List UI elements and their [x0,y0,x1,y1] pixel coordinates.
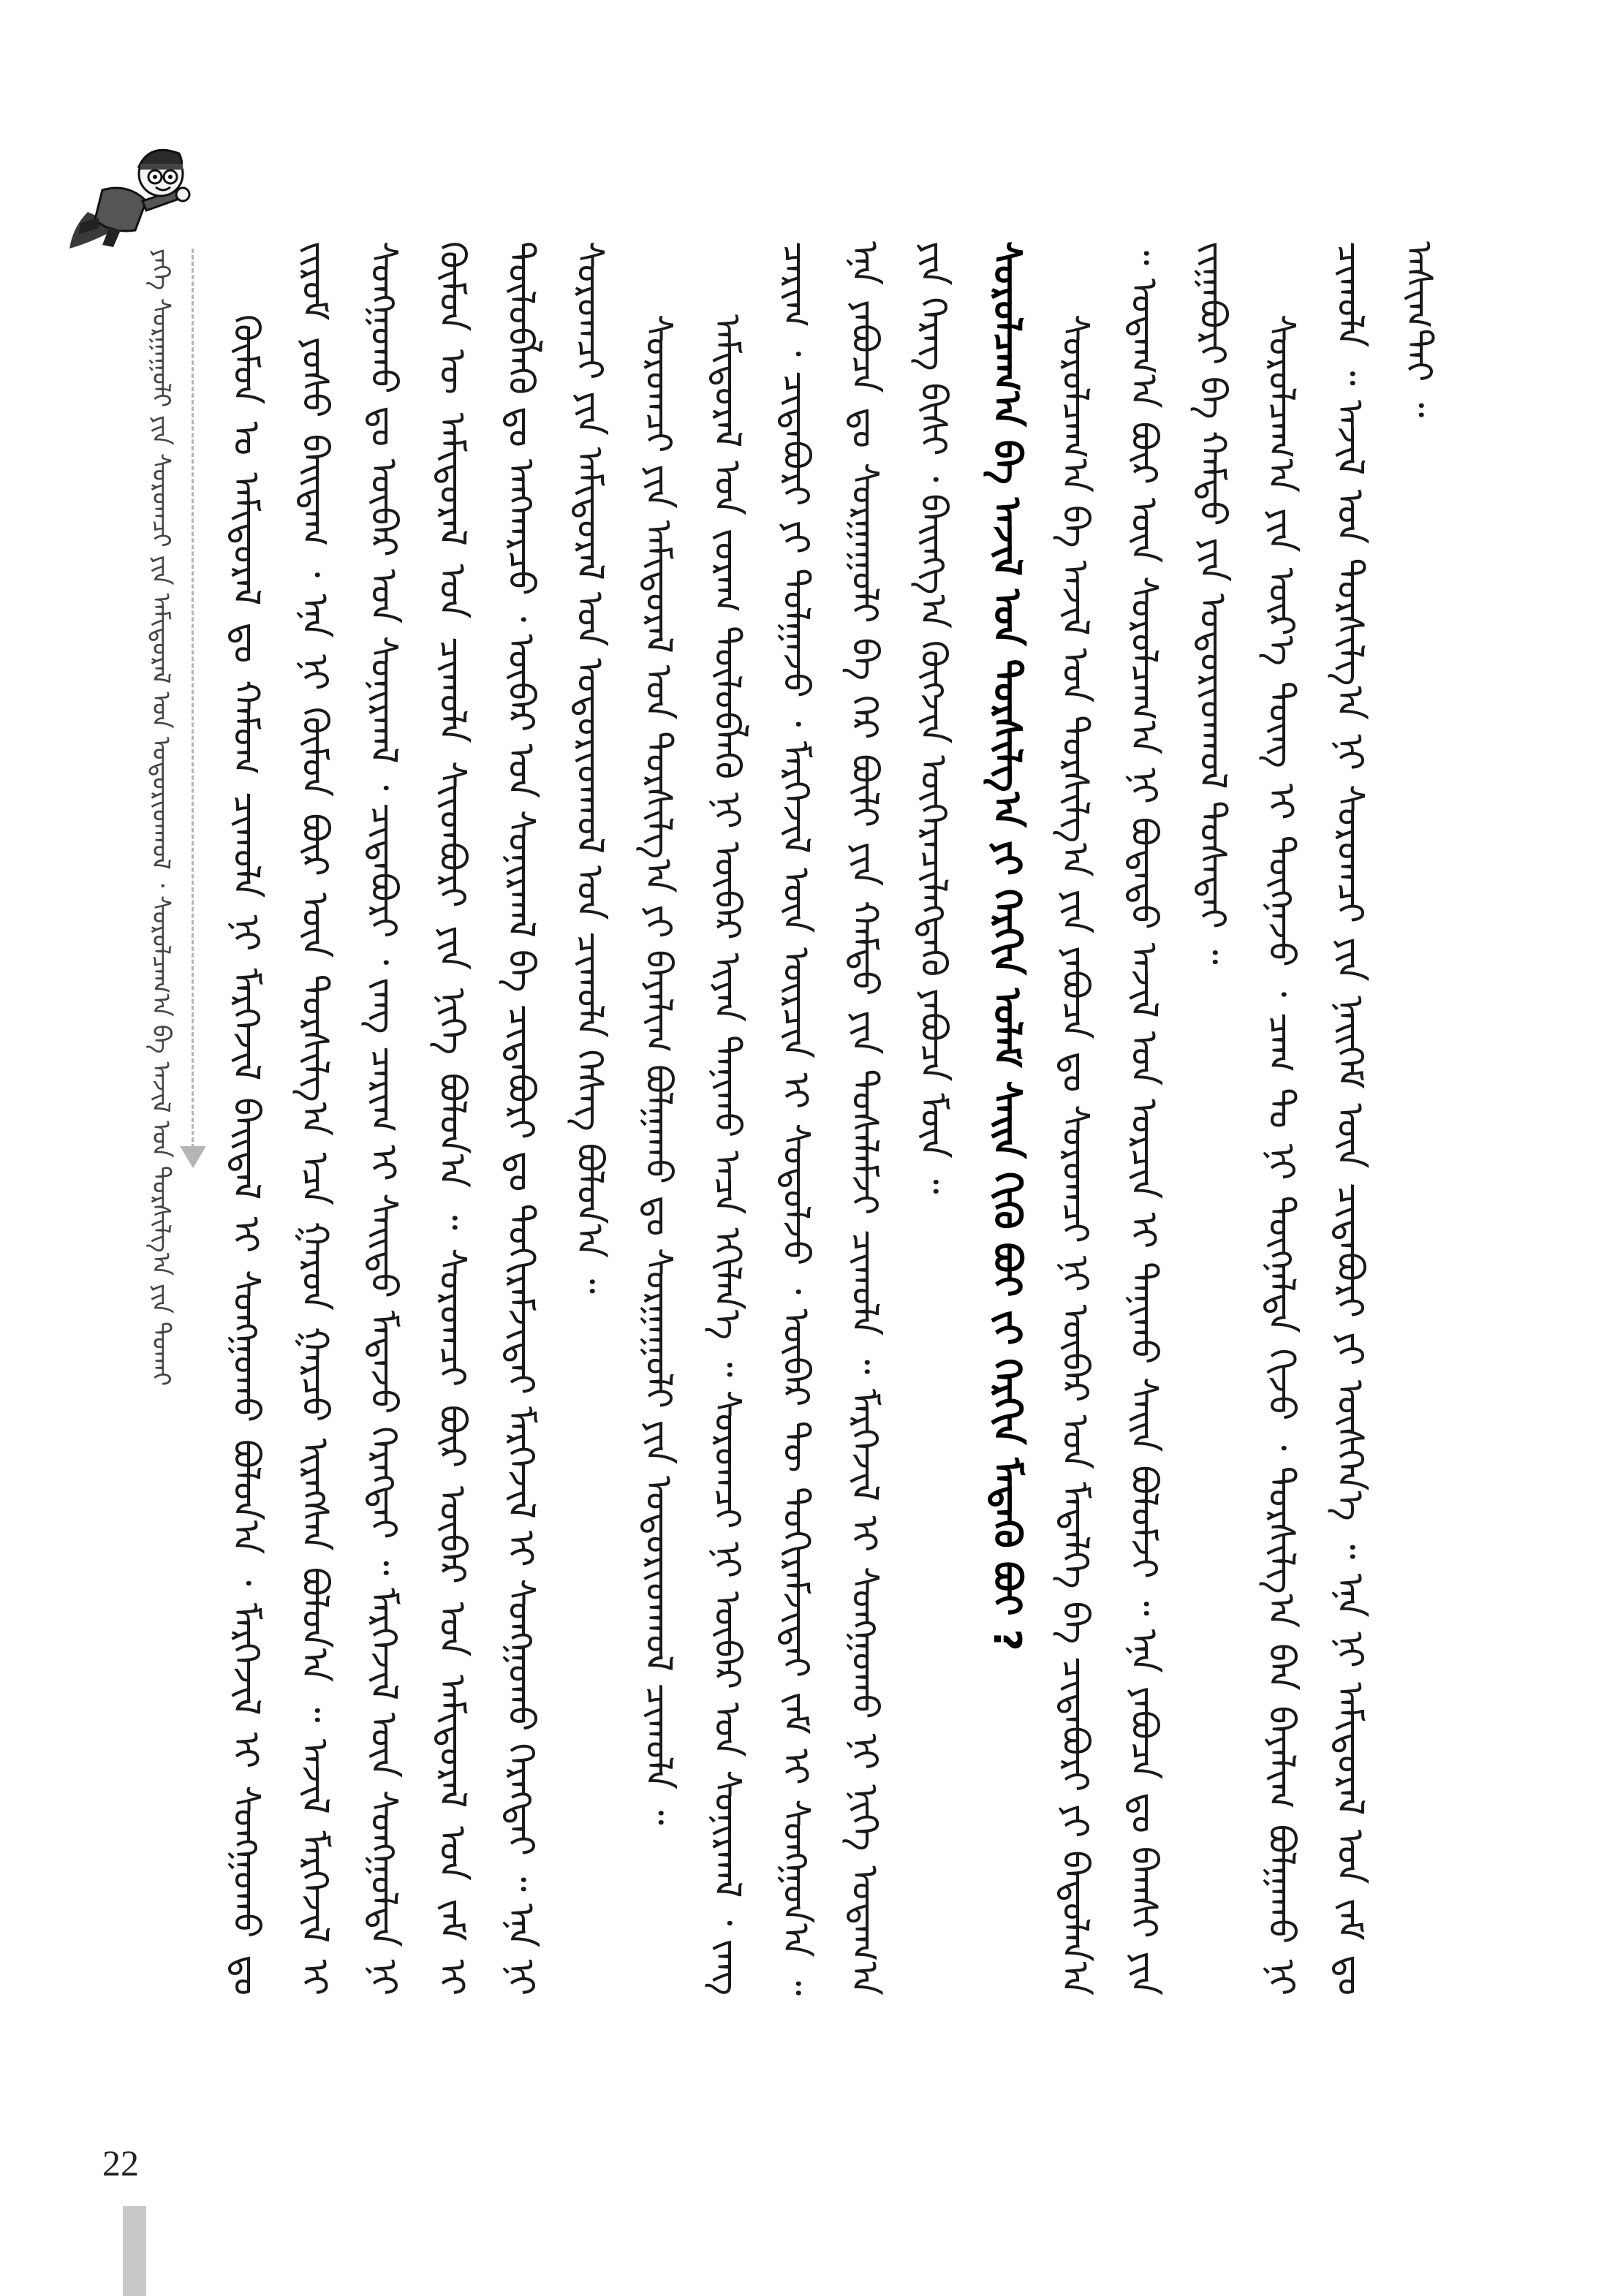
running-header-title: ᠶᠡᠬᠡ ᠰᠤᠷᠭᠠᠭᠤᠯᠢ ᠶᠢᠨ ᠰᠤᠷᠤᠭᠴᠢ ᠶᠢᠨ ᠠᠮᠢᠳᠤᠷᠠᠯ ᠤᠨ ᠤᠳᠤᠷᠢᠳᠬᠤᠯ ᠂ ᠰᠤᠷᠤᠯᠴᠠᠭ᠎ᠠ ᠪᠠ ᠠᠵᠢᠯ ᠤᠨ ᠲᠤᠷᠰᠢᠯᠭ᠎ᠠ ᠶᠢᠨ ᠲᠤᠬᠠᠢ [146,249,175,1387]
body-paragraph: ᠠᠮᠢᠳᠤᠷᠠᠯ ᠤᠨ ᠵᠤᠷᠠᠭ ᠲᠥᠯᠦᠪᠯᠡᠬᠦ ᠨᠢ ᠥᠪᠡᠷ ᠢᠶᠡᠨ ᠲᠠᠨᠢᠬᠤ ᠠᠴᠠ ᠡᠬᠢᠯᠡᠨ᠎ᠡ ᠃ ᠰᠤᠷᠤᠭᠴᠢ ᠨᠢ ᠥᠪᠡᠷ ᠤᠨ ᠰᠣᠨᠢᠷᠬᠠᠯ ᠂ ᠵᠠᠩ ᠴᠠᠷᠢᠭ ᠂ ᠴᠢᠳᠠᠪᠤᠷᠢ ᠶᠢ ᠲᠤᠯᠭᠠᠵᠤ ᠂ ᠮᠡᠷᠭᠡᠵᠢᠯ ᠦᠨ ᠥᠷᠴᠢᠨ ᠢ ᠰᠤᠳᠤᠯᠵᠤ ᠂ ᠥᠪᠡᠷ ᠲᠦ ᠲᠣᠬᠢᠷᠠᠮᠵᠢᠲᠠᠢ ᠵᠠᠮ ᠢ ᠰᠣᠩᠭᠣᠨ᠎ᠠ ᠃ ᠡᠨᠡ ᠶᠠᠪᠤᠴᠠ ᠳᠤ ᠰᠤᠷᠭᠠᠭᠤᠯᠢ ᠪᠠ ᠭᠡᠷ ᠪᠦᠯᠢ ᠶᠢᠨ ᠬᠠᠮᠲᠤ ᠶᠢᠨ ᠲᠤᠰᠠᠯᠠᠮᠵᠢ ᠴᠢᠬᠤᠯᠠ ᠃ ᠮᠡᠷᠭᠡᠵᠢᠯ ᠢ ᠰᠣᠩᠭᠣᠬᠤ ᠨᠢ ᠨᠢᠭᠡ ᠤᠳᠠᠭ᠎ᠠ ᠶᠢᠨ ᠬᠡᠷᠡᠭ ᠪᠢᠰᠢ ᠂ ᠪᠠᠢ᠌ᠩᠭ᠎ᠠ ᠬᠥᠭᠵᠢᠨ ᠥᠭᠡᠷᠡᠴᠢᠯᠡᠭᠳᠡᠬᠦ ᠶᠠᠪᠤᠴᠠ ᠮᠦᠨ ᠃ [706,241,955,1996]
page-edge-bar [123,2206,146,2296]
mascot-boy-illustration [58,132,227,256]
page-number: 22 [102,2142,139,2183]
header-dashed-divider [192,249,194,1155]
header-arrow-icon [180,1146,206,1168]
body-text [212,241,1455,1996]
body-paragraph: ᠰᠤᠷᠤᠯᠴᠠᠭ᠎ᠠ ᠶᠢᠨ ᠦᠷ᠎ᠡ ᠳᠦᠩ ᠢ ᠳᠦᠭᠨᠡᠵᠦ ᠂ ᠴᠠᠭ ᠲᠤ ᠨᠢ ᠳᠦᠭᠨᠡᠯᠲᠡ ᠬᠢᠵᠦ ᠂ ᠲᠤᠷᠰᠢᠯᠭ᠎ᠠ ᠪᠡᠨ ᠪᠠᠶᠠᠯᠢᠭ ᠪᠣᠯᠭᠠᠬᠤ ᠨᠢ ᠴᠢᠬᠤᠯᠠ ᠃ ᠠᠵᠢᠯ ᠤᠨ ᠲᠤᠷᠰᠢᠯᠭ᠎ᠠ ᠨᠢ ᠰᠤᠷᠤᠭᠴᠢ ᠶᠢᠨ ᠨᠡᠢ᠌ᠭᠡᠮ ᠦᠨ ᠴᠢᠳᠠᠪᠤᠷᠢ ᠶᠢ ᠥᠰᠬᠡᠨ᠎ᠡ ᠃ ᠡᠨᠡ ᠨᠢ ᠠᠮᠢᠳᠤᠷᠠᠯ ᠤᠨ ᠵᠠᠮ ᠳᠤ ᠠᠰᠢᠭ᠎ᠲᠠᠢ ᠃ [1260,241,1440,1996]
body-paragraph: ᠬᠦᠮᠦᠨ ᠤ ᠠᠮᠢᠳᠤᠷᠠᠯ ᠳᠤ ᠬᠠᠮᠤᠭ ᠴᠢᠬᠤᠯᠠ ᠨᠢ ᠮᠡᠷᠭᠡᠵᠢᠯ ᠪᠠᠢ᠌ᠳᠠᠯ ᠢ ᠰᠣᠩᠭᠣᠬᠤ ᠪᠣᠯᠤᠨ᠎ᠠ ᠂ ᠮᠡᠷᠭᠡᠵᠢᠯ ᠢ ᠰᠣᠩᠭᠣᠬᠤ ᠳᠤ ᠵᠢᠷᠤᠮ ᠶᠣᠰᠤ ᠪᠠᠢ᠌ᠳᠠᠭ ᠂ ᠡᠨᠡ ᠨᠢ ᠬᠦᠮᠦᠨ ᠪᠦᠷ ᠦᠨ ᠲᠤᠷᠰᠢᠯᠭ᠎ᠠ ᠡᠴᠡ ᠭᠠᠷᠤᠨ ᠭᠠᠷᠴᠤ ᠢᠷᠡᠭᠰᠡᠨ ᠪᠣᠯᠤᠨ᠎ᠠ ᠃ ᠠᠵᠢᠯ ᠮᠡᠷᠭᠡᠵᠢᠯ ᠢ ᠰᠣᠩᠭᠣᠬᠤ ᠳᠤ ᠥᠪᠡᠷ ᠤᠨ ᠰᠣᠨᠢᠷᠬᠠᠯ ᠂ ᠴᠢᠳᠠᠪᠤᠷᠢ ᠂ ᠵᠠᠩ ᠴᠠᠷᠢᠭ ᠢ ᠰᠠᠢ᠌ᠲᠤ ᠮᠡᠳᠡᠵᠦ ᠬᠡᠷᠡᠭᠲᠡᠢ ᠃ ᠮᠡᠷᠭᠡᠵᠢᠯ ᠦᠨ ᠰᠣᠩᠭᠣᠯᠲᠠ ᠨᠢ ᠬᠦᠮᠦᠨ ᠦ ᠠᠮᠢᠳᠤᠷᠠᠯ ᠤᠨ ᠴᠢᠬᠤᠯᠠ ᠰᠢᠢᠳᠪᠦᠷᠢ ᠶᠢᠨ ᠨᠢᠭᠡ ᠪᠣᠯᠤᠨ᠎ᠠ ᠃ ᠰᠤᠷᠤᠭᠴᠢ ᠪᠦᠷ ᠥᠪᠡᠷ ᠤᠨ ᠠᠮᠢᠳᠤᠷᠠᠯ ᠤᠨ ᠵᠠᠮ ᠢ ᠲᠥᠯᠦᠪᠯᠡᠬᠦ ᠳᠤ ᠠᠩᠬᠠᠷᠴᠤ ᠂ ᠥᠪᠡᠷ ᠤᠨ ᠰᠣᠨᠢᠷᠬᠠᠯ ᠪᠠ ᠴᠢᠳᠠᠪᠤᠷᠢ ᠳᠤ ᠲᠣᠬᠢᠷᠠᠮᠵᠢᠲᠠᠢ ᠮᠡᠷᠭᠡᠵᠢᠯ ᠢ ᠰᠣᠩᠭᠣᠬᠤ ᠬᠡᠷᠡᠭᠲᠡᠢ ᠃ ᠡᠨᠡ ᠨᠢ ᠰᠤᠷᠤᠭᠴᠢ ᠶᠢᠨ ᠠᠮᠢᠳᠤᠷᠠᠯ ᠤᠨ ᠤᠳᠤᠷᠢᠳᠬᠤᠯ ᠤᠨ ᠴᠢᠬᠤᠯᠠ ᠬᠡᠰᠡᠭ ᠪᠣᠯᠤᠨ᠎ᠠ ᠃ [225,241,611,1996]
body-paragraph: ᠰᠤᠷᠤᠭᠴᠢ ᠶᠢᠨ ᠠᠮᠢᠳᠤᠷᠠᠯ ᠤᠨ ᠲᠤᠷᠰᠢᠯᠭ᠎ᠠ ᠶᠢ ᠪᠠᠶᠠᠯᠢᠭ ᠪᠣᠯᠭᠠᠬᠤ ᠳᠤ ᠰᠤᠷᠭᠠᠭᠤᠯᠢ ᠶᠢᠨ ᠤᠳᠤᠷᠢᠳᠬᠤᠯ ᠴᠢᠬᠤᠯᠠ ᠃ [638,314,680,1825]
body-paragraph: ᠰᠤᠷᠤᠯᠴᠠᠭ᠎ᠠ ᠪᠠ ᠠᠵᠢᠯ ᠤᠨ ᠲᠤᠷᠰᠢᠯᠭ᠎ᠠ ᠶᠢᠨ ᠶᠠᠪᠤᠴᠠ ᠳᠤ ᠰᠤᠷᠤᠭᠴᠢ ᠨᠢ ᠥᠪᠡᠷ ᠤᠨ ᠮᠡᠳᠡᠯᠭᠡ ᠪᠠ ᠴᠢᠳᠠᠪᠤᠷᠢ ᠶᠢ ᠪᠠᠲᠤᠯᠠᠨ᠎ᠠ ᠃ ᠤᠳᠠᠭ᠎ᠠ ᠪᠦᠷ ᠦᠨ ᠰᠤᠷᠤᠯᠴᠠᠭ᠎ᠠ ᠨᠢ ᠪᠣᠳᠠᠲᠤ ᠠᠵᠢᠯ ᠤᠨ ᠣᠷᠴᠢᠨ ᠢ ᠲᠠᠨᠢᠬᠤ ᠰᠠᠢ᠌ᠨ ᠪᠣᠯᠤᠮᠵᠢ ᠃ ᠡᠨᠡ ᠶᠠᠪᠤᠴᠠ ᠳᠤ ᠪᠠᠭᠰᠢ ᠶᠢᠨ ᠵᠢᠭᠠᠪᠤᠷᠢ ᠪᠠ ᠬᠠᠮᠲᠤ ᠶᠢᠨ ᠤᠳᠤᠷᠢᠳᠬᠤᠯ ᠲᠤᠰᠠᠲᠠᠢ ᠃ [1054,241,1234,1996]
section-heading: ᠰᠤᠷᠤᠯᠴᠠᠭ᠎ᠠ ᠪᠠ ᠠᠵᠢᠯ ᠤᠨ ᠲᠤᠷᠰᠢᠯᠭ᠎ᠠ ᠶᠢ ᠬᠡᠷᠬᠢᠨ ᠤᠯᠠᠮ ᠰᠠᠢ᠌ᠨ ᠬᠢᠬᠦ ᠪᠤᠢ ᠵᠢ ᠬᠡᠷᠬᠢᠨ ᠮᠡᠳᠡᠬᠦ ᠪᠤᠢ ? [985,241,1029,1651]
